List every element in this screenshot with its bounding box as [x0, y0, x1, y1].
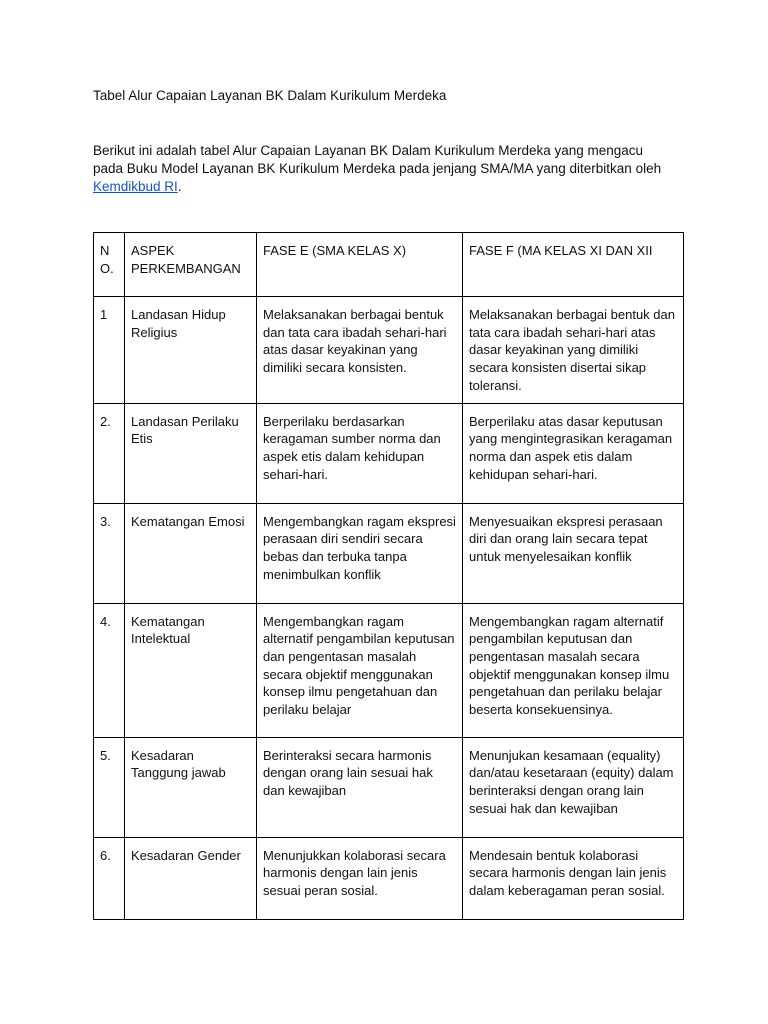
- table-row: [94, 503, 684, 603]
- cell-no: 1: [94, 297, 125, 404]
- cell-no: 4.: [94, 603, 125, 737]
- cell-aspek: Landasan Hidup Religius: [125, 297, 257, 404]
- kemdikbud-link[interactable]: Kemdikbud RI: [93, 179, 178, 194]
- cell-aspek: Kesadaran Gender: [125, 837, 257, 919]
- cell-fase-f: Menyesuaikan ekspresi perasaan diri dan orang lain secara tepat untuk menyelesaikan konflik: [463, 503, 684, 603]
- cell-no: 3.: [94, 503, 125, 603]
- intro-paragraph: [93, 142, 673, 196]
- cell-fase-e: Berinteraksi secara harmonis dengan orang lain sesuai hak dan kewajiban: [257, 737, 463, 837]
- cell-fase-e: Melaksanakan berbagai bentuk dan tata cara ibadah sehari-hari atas dasar keyakinan yang dimiliki secara konsisten.: [257, 297, 463, 404]
- header-fase-f: FASE F (MA KELAS XI DAN XII: [463, 233, 684, 297]
- table-header-row: [94, 233, 684, 297]
- cell-fase-e: Berperilaku berdasarkan keragaman sumber norma dan aspek etis dalam kehidupan sehari-hari.: [257, 403, 463, 503]
- table-row: [94, 737, 684, 837]
- cell-fase-e: Mengembangkan ragam alternatif pengambilan keputusan dan pengentasan masalah secara objektif menggunakan konsep ilmu pengetahuan dan perilaku belajar: [257, 603, 463, 737]
- cell-fase-f: Berperilaku atas dasar keputusan yang mengintegrasikan keragaman norma dan aspek etis dalam kehidupan sehari-hari.: [463, 403, 684, 503]
- cell-aspek: Landasan Perilaku Etis: [125, 403, 257, 503]
- table-row: [94, 837, 684, 919]
- cell-fase-e: Menunjukkan kolaborasi secara harmonis dengan lain jenis sesuai peran sosial.: [257, 837, 463, 919]
- cell-fase-f: Mengembangkan ragam alternatif pengambilan keputusan dan pengentasan masalah secara objektif menggunakan konsep ilmu pengetahuan dan perilaku belajar beserta konsekuensinya.: [463, 603, 684, 737]
- intro-text: Berikut ini adalah tabel Alur Capaian Layanan BK Dalam Kurikulum Merdeka yang mengacu pada Buku Model Layanan BK Kurikulum Merdeka pada jenjang SMA/MA yang diterbitkan oleh: [93, 143, 662, 176]
- cell-fase-e: Mengembangkan ragam ekspresi perasaan diri sendiri secara bebas dan terbuka tanpa menimbulkan konflik: [257, 503, 463, 603]
- cell-no: 6.: [94, 837, 125, 919]
- cell-no: 2.: [94, 403, 125, 503]
- document-title: Tabel Alur Capaian Layanan BK Dalam Kurikulum Merdeka: [93, 88, 447, 103]
- table-row: [94, 297, 684, 404]
- cell-fase-f: Menunjukan kesamaan (equality) dan/atau kesetaraan (equity) dalam berinteraksi dengan orang lain sesuai hak dan kewajiban: [463, 737, 684, 837]
- table-row: [94, 403, 684, 503]
- cell-aspek: Kematangan Emosi: [125, 503, 257, 603]
- cell-aspek: Kesadaran Tanggung jawab: [125, 737, 257, 837]
- alur-capaian-table: [93, 232, 684, 920]
- intro-text-end: .: [177, 179, 182, 194]
- table-row: [94, 603, 684, 737]
- cell-fase-f: Mendesain bentuk kolaborasi secara harmonis dengan lain jenis dalam keberagaman peran sosial.: [463, 837, 684, 919]
- cell-aspek: Kematangan Intelektual: [125, 603, 257, 737]
- header-no: NO.: [94, 233, 125, 297]
- header-fase-e: FASE E (SMA KELAS X): [257, 233, 463, 297]
- cell-fase-f: Melaksanakan berbagai bentuk dan tata cara ibadah sehari-hari atas dasar keyakinan yang dimiliki secara konsisten disertai sikap toleransi.: [463, 297, 684, 404]
- header-aspek: ASPEK PERKEMBANGAN: [125, 233, 257, 297]
- cell-no: 5.: [94, 737, 125, 837]
